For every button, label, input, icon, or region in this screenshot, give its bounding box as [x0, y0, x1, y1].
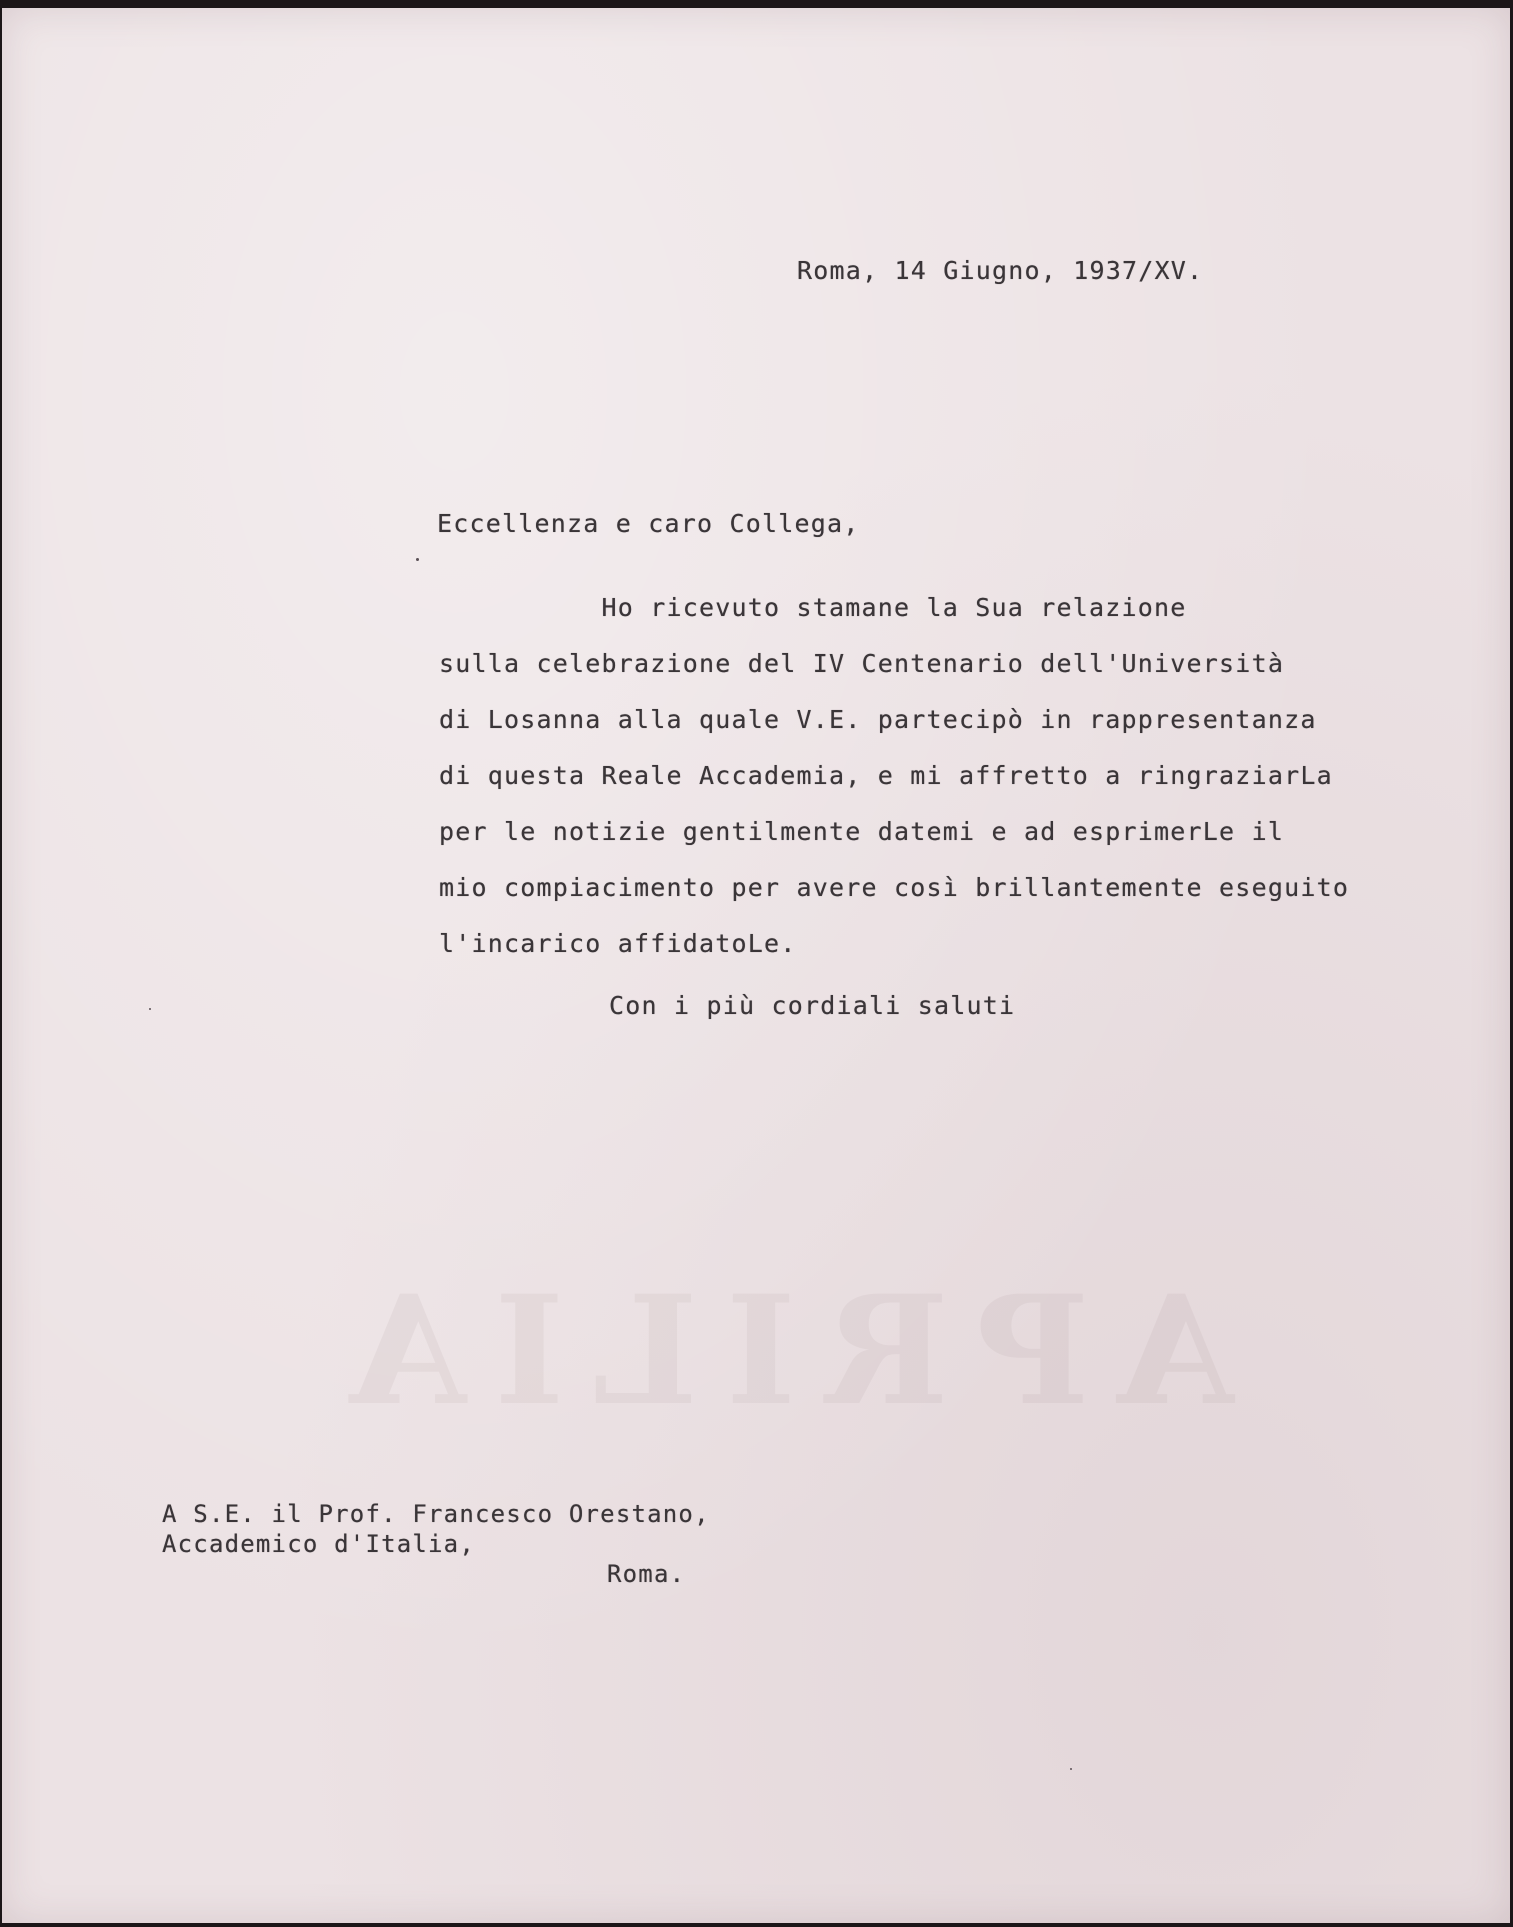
- body-line: Ho ricevuto stamane la Sua relazione: [439, 593, 1187, 622]
- letter-date: Roma, 14 Giugno, 1937/XV.: [797, 256, 1204, 285]
- body-line: di Losanna alla quale V.E. partecipò in rappresentanza: [439, 705, 1317, 734]
- body-line: di questa Reale Accademia, e mi affretto a ringraziarLa: [439, 761, 1333, 790]
- letter-salutation: Eccellenza e caro Collega,: [437, 509, 860, 538]
- paper-watermark: APRILIA: [322, 1263, 1235, 1439]
- body-line: per le notizie gentilmente datemi e ad esprimerLe il: [439, 817, 1285, 846]
- body-line: l'incarico affidatoLe.: [439, 929, 797, 958]
- paper-speck: [416, 558, 419, 561]
- recipient-line-3: Roma.: [607, 1560, 686, 1588]
- body-line: sulla celebrazione del IV Centenario dell'Università: [439, 649, 1285, 678]
- letter-sheet: [2, 8, 1510, 1923]
- letter-closing: Con i più cordiali saluti: [609, 991, 1016, 1020]
- paper-speck: [149, 1008, 151, 1010]
- recipient-line-2: Accademico d'Italia,: [162, 1530, 475, 1558]
- recipient-line-1: A S.E. il Prof. Francesco Orestano,: [162, 1500, 710, 1528]
- paper-speck: [1070, 1768, 1072, 1770]
- body-line: mio compiacimento per avere così brillantemente eseguito: [439, 873, 1350, 902]
